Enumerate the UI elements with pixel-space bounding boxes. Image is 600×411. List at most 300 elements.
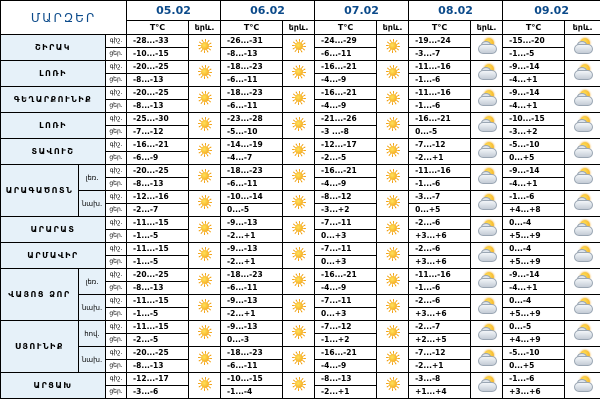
night-temperature: 0...-5 [503, 321, 565, 334]
weather-icon-cell [377, 269, 409, 295]
weather-icon-cell [377, 243, 409, 269]
phenomenon-column-header: երև. [471, 21, 503, 35]
day-label: ցեր. [106, 152, 127, 165]
day-temperature: -2...-5 [127, 334, 189, 347]
night-temperature: -20...-25 [127, 165, 189, 178]
day-label: ցեր. [106, 126, 127, 139]
night-label: գիշ. [106, 373, 127, 386]
partly-cloudy-icon [573, 376, 593, 392]
day-temperature: 0...-5 [221, 204, 283, 217]
partly-cloudy-icon [573, 272, 593, 288]
partly-cloudy-icon [573, 64, 593, 80]
day-temperature: -3...-7 [409, 48, 471, 61]
region-row-night [1, 373, 600, 386]
night-label: գիշ. [106, 295, 127, 308]
region-row-night [1, 35, 600, 48]
night-temperature: -15...-20 [503, 35, 565, 48]
partly-cloudy-icon [477, 142, 497, 158]
night-temperature: -3...-7 [409, 191, 471, 204]
weather-icon-cell [189, 113, 221, 139]
day-temperature: -2...+1 [409, 360, 471, 373]
day-temperature: -1...-6 [409, 74, 471, 87]
day-temperature: -6...-11 [221, 282, 283, 295]
night-temperature: -2...-7 [409, 321, 471, 334]
night-temperature: -7...-12 [409, 347, 471, 360]
night-temperature: -7...-11 [315, 295, 377, 308]
weather-icon-cell [377, 165, 409, 191]
sun-icon [385, 142, 401, 158]
day-temperature: -6...-11 [221, 100, 283, 113]
weather-icon-cell [377, 321, 409, 347]
day-temperature: -2...+1 [315, 386, 377, 399]
partly-cloudy-icon [477, 168, 497, 184]
day-temperature: -3...+2 [315, 204, 377, 217]
sun-icon [291, 64, 307, 80]
day-temperature: -1...-5 [503, 48, 565, 61]
sun-icon [385, 194, 401, 210]
night-temperature: 0...-4 [503, 295, 565, 308]
temperature-column-header: T°C [315, 21, 377, 35]
sun-icon [291, 116, 307, 132]
region-row-night [1, 87, 600, 100]
weather-icon-cell [377, 87, 409, 113]
day-label: ցեր. [106, 256, 127, 269]
day-temperature: -4...-9 [315, 282, 377, 295]
sun-icon [197, 64, 213, 80]
region-name: ՏԱՎՈՒՇ [1, 139, 106, 165]
region-name: ԱՐԱԳԱԾՈՏՆ [1, 165, 79, 217]
weather-icon-cell [471, 347, 503, 373]
subregion-label: նախ. [79, 191, 106, 217]
day-temperature: -4...+1 [503, 282, 565, 295]
day-temperature: -6...-11 [221, 178, 283, 191]
phenomenon-column-header: երև. [565, 21, 600, 35]
day-label: ցեր. [106, 308, 127, 321]
partly-cloudy-icon [573, 38, 593, 54]
sun-icon [197, 324, 213, 340]
sun-icon [385, 272, 401, 288]
partly-cloudy-icon [573, 246, 593, 262]
subregion-label: հով. [79, 321, 106, 347]
night-temperature: -8...-12 [315, 191, 377, 204]
day-temperature: -2...+1 [221, 256, 283, 269]
night-temperature: -12...-17 [315, 139, 377, 152]
weather-icon-cell [471, 373, 503, 399]
weather-icon-cell [471, 295, 503, 321]
day-header: 09.02 [503, 1, 600, 21]
weather-icon-cell [283, 191, 315, 217]
weather-icon-cell [283, 217, 315, 243]
night-temperature: -16...-21 [409, 113, 471, 126]
night-temperature: -2...-6 [409, 243, 471, 256]
partly-cloudy-icon [573, 194, 593, 210]
night-temperature: -9...-14 [503, 165, 565, 178]
weather-icon-cell [377, 139, 409, 165]
sun-icon [385, 350, 401, 366]
day-temperature: -2...+1 [409, 152, 471, 165]
weather-icon-cell [471, 321, 503, 347]
weather-icon-cell [471, 61, 503, 87]
day-temperature: -4...-9 [315, 100, 377, 113]
region-name: ՎԱՅՈՑ ՁՈՐ [1, 269, 79, 321]
sun-icon [197, 298, 213, 314]
night-temperature: -19...-24 [409, 35, 471, 48]
day-temperature: +4...+8 [503, 204, 565, 217]
day-temperature: -8...-13 [127, 100, 189, 113]
night-temperature: -18...-23 [221, 165, 283, 178]
night-temperature: -26...-31 [221, 35, 283, 48]
day-header: 08.02 [409, 1, 503, 21]
day-temperature: +3...+6 [409, 308, 471, 321]
night-label: գիշ. [106, 113, 127, 126]
night-label: գիշ. [106, 321, 127, 334]
day-temperature: +5...+9 [503, 308, 565, 321]
day-label: ցեր. [106, 282, 127, 295]
night-temperature: -10...-15 [503, 113, 565, 126]
night-temperature: -2...-6 [409, 295, 471, 308]
night-temperature: -25...-30 [127, 113, 189, 126]
weather-icon-cell [283, 321, 315, 347]
regions-header: ՄԱՐԶԵՐ [1, 1, 127, 35]
night-temperature: -10...-14 [221, 191, 283, 204]
partly-cloudy-icon [477, 64, 497, 80]
partly-cloudy-icon [573, 220, 593, 236]
night-temperature: -20...-25 [127, 87, 189, 100]
night-temperature: -14...-19 [221, 139, 283, 152]
day-temperature: -4...-7 [221, 152, 283, 165]
night-temperature: -10...-15 [221, 373, 283, 386]
weather-icon-cell [565, 269, 600, 295]
night-temperature: -1...-6 [503, 191, 565, 204]
region-row-night [1, 165, 600, 178]
night-temperature: -5...-10 [503, 139, 565, 152]
sun-icon [197, 350, 213, 366]
weather-icon-cell [377, 61, 409, 87]
day-temperature: 0...+5 [503, 360, 565, 373]
night-temperature: -21...-26 [315, 113, 377, 126]
region-row-night [1, 347, 600, 360]
partly-cloudy-icon [573, 142, 593, 158]
day-temperature: -8...-13 [127, 74, 189, 87]
night-label: գիշ. [106, 61, 127, 74]
night-temperature: -7...-11 [315, 243, 377, 256]
weather-icon-cell [189, 243, 221, 269]
weather-icon-cell [189, 165, 221, 191]
night-temperature: -5...-10 [503, 347, 565, 360]
day-temperature: -1...-4 [221, 386, 283, 399]
partly-cloudy-icon [477, 194, 497, 210]
sun-icon [197, 246, 213, 262]
night-label: գիշ. [106, 269, 127, 282]
weather-icon-cell [189, 321, 221, 347]
day-temperature: -1...-6 [409, 178, 471, 191]
day-temperature: -3...+2 [503, 126, 565, 139]
weather-icon-cell [471, 139, 503, 165]
night-temperature: -1...-6 [503, 373, 565, 386]
day-label: ցեր. [106, 334, 127, 347]
weather-icon-cell [283, 113, 315, 139]
region-row-night [1, 243, 600, 256]
weather-icon-cell [189, 61, 221, 87]
subregion-label: նախ. [79, 347, 106, 373]
region-name: ՍՅՈՒՆԻՔ [1, 321, 79, 373]
sun-icon [197, 220, 213, 236]
day-temperature: -1...-5 [127, 308, 189, 321]
region-row-night [1, 269, 600, 282]
sun-icon [197, 116, 213, 132]
sun-icon [385, 116, 401, 132]
sun-icon [291, 194, 307, 210]
day-label: ցեր. [106, 100, 127, 113]
partly-cloudy-icon [477, 220, 497, 236]
day-temperature: -6...-11 [221, 360, 283, 373]
night-temperature: -11...-16 [409, 269, 471, 282]
day-temperature: -1...-6 [409, 282, 471, 295]
sun-icon [291, 90, 307, 106]
weather-icon-cell [189, 139, 221, 165]
weather-icon-cell [189, 347, 221, 373]
day-temperature: -2...-7 [127, 204, 189, 217]
weather-icon-cell [283, 243, 315, 269]
partly-cloudy-icon [573, 168, 593, 184]
night-temperature: 0...-4 [503, 243, 565, 256]
weather-icon-cell [377, 295, 409, 321]
weather-icon-cell [189, 373, 221, 399]
night-temperature: -11...-16 [409, 61, 471, 74]
partly-cloudy-icon [477, 324, 497, 340]
day-label: ցեր. [106, 204, 127, 217]
subregion-label: լեռ. [79, 269, 106, 295]
night-temperature: -16...-21 [127, 139, 189, 152]
sun-icon [291, 142, 307, 158]
day-temperature: -2...+1 [221, 230, 283, 243]
partly-cloudy-icon [477, 350, 497, 366]
weather-icon-cell [565, 87, 600, 113]
weather-icon-cell [377, 113, 409, 139]
region-name: ԱՐԱՐԱՏ [1, 217, 106, 243]
region-row-night [1, 191, 600, 204]
day-label: ցեր. [106, 74, 127, 87]
night-temperature: -12...-16 [127, 191, 189, 204]
night-temperature: -16...-21 [315, 347, 377, 360]
phenomenon-column-header: երև. [283, 21, 315, 35]
day-temperature: +4...+9 [503, 334, 565, 347]
night-temperature: -7...-12 [409, 139, 471, 152]
sun-icon [291, 298, 307, 314]
weather-icon-cell [565, 295, 600, 321]
sun-icon [291, 272, 307, 288]
sun-icon [197, 168, 213, 184]
night-temperature: -9...-14 [503, 61, 565, 74]
night-temperature: -23...-28 [221, 113, 283, 126]
region-name: ԳԵՂԱՐՔՈՒՆԻՔ [1, 87, 106, 113]
weather-icon-cell [283, 139, 315, 165]
sun-icon [197, 38, 213, 54]
night-temperature: -11...-15 [127, 243, 189, 256]
phenomenon-column-header: երև. [189, 21, 221, 35]
day-temperature: -2...+1 [221, 308, 283, 321]
weather-icon-cell [471, 269, 503, 295]
weather-icon-cell [283, 295, 315, 321]
day-temperature: +5...+9 [503, 230, 565, 243]
weather-icon-cell [565, 61, 600, 87]
sun-icon [291, 246, 307, 262]
night-temperature: -18...-23 [221, 347, 283, 360]
night-temperature: -20...-25 [127, 61, 189, 74]
weather-icon-cell [565, 165, 600, 191]
day-temperature: -4...+1 [503, 74, 565, 87]
day-temperature: 0...+3 [315, 256, 377, 269]
region-name: ԱՐՄԱՎԻՐ [1, 243, 106, 269]
region-row-night [1, 295, 600, 308]
night-label: գիշ. [106, 139, 127, 152]
weather-icon-cell [283, 87, 315, 113]
temperature-column-header: T°C [409, 21, 471, 35]
weather-icon-cell [189, 87, 221, 113]
region-row-night [1, 321, 600, 334]
phenomenon-column-header: երև. [377, 21, 409, 35]
weather-icon-cell [471, 113, 503, 139]
weather-icon-cell [565, 373, 600, 399]
sun-icon [385, 376, 401, 392]
weather-icon-cell [283, 347, 315, 373]
weather-icon-cell [565, 321, 600, 347]
weather-icon-cell [471, 35, 503, 61]
day-temperature: +3...+6 [409, 256, 471, 269]
night-label: գիշ. [106, 217, 127, 230]
day-temperature: -1...-5 [127, 256, 189, 269]
night-temperature: -11...-16 [409, 87, 471, 100]
partly-cloudy-icon [477, 272, 497, 288]
weather-icon-cell [471, 87, 503, 113]
day-temperature: -10...-15 [127, 48, 189, 61]
day-temperature: -1...-5 [127, 230, 189, 243]
weather-icon-cell [565, 217, 600, 243]
day-temperature: +2...+5 [409, 334, 471, 347]
night-temperature: 0...-4 [503, 217, 565, 230]
weather-icon-cell [189, 217, 221, 243]
weather-icon-cell [377, 35, 409, 61]
weather-icon-cell [377, 347, 409, 373]
night-label: գիշ. [106, 165, 127, 178]
night-temperature: -28...-33 [127, 35, 189, 48]
sun-icon [291, 376, 307, 392]
night-temperature: -16...-21 [315, 87, 377, 100]
subregion-label: նախ. [79, 295, 106, 321]
sun-icon [385, 64, 401, 80]
sun-icon [385, 168, 401, 184]
day-temperature: -6...-11 [315, 48, 377, 61]
day-temperature: -4...-9 [315, 74, 377, 87]
partly-cloudy-icon [573, 90, 593, 106]
day-temperature: -4...+1 [503, 100, 565, 113]
partly-cloudy-icon [477, 38, 497, 54]
day-temperature: 0...-3 [221, 334, 283, 347]
sun-icon [197, 90, 213, 106]
day-header: 05.02 [127, 1, 221, 21]
region-row-night [1, 139, 600, 152]
day-temperature: +3...+6 [503, 386, 565, 399]
weather-icon-cell [471, 191, 503, 217]
weather-icon-cell [565, 113, 600, 139]
partly-cloudy-icon [477, 376, 497, 392]
day-label: ցեր. [106, 48, 127, 61]
night-label: գիշ. [106, 35, 127, 48]
night-temperature: -11...-16 [409, 165, 471, 178]
weather-icon-cell [283, 35, 315, 61]
subregion-label: լեռ. [79, 165, 106, 191]
day-temperature: -8...-13 [127, 178, 189, 191]
night-temperature: -11...-15 [127, 217, 189, 230]
night-temperature: -9...-13 [221, 217, 283, 230]
partly-cloudy-icon [573, 350, 593, 366]
weather-icon-cell [189, 191, 221, 217]
region-name: ԱՐՑԱԽ [1, 373, 106, 399]
partly-cloudy-icon [477, 90, 497, 106]
temperature-column-header: T°C [127, 21, 189, 35]
sun-icon [385, 38, 401, 54]
sun-icon [291, 38, 307, 54]
day-temperature: -4...-9 [315, 360, 377, 373]
weather-icon-cell [471, 165, 503, 191]
night-temperature: -9...-13 [221, 243, 283, 256]
night-temperature: -9...-13 [221, 321, 283, 334]
weather-icon-cell [377, 191, 409, 217]
weather-icon-cell [565, 243, 600, 269]
day-label: ցեր. [106, 386, 127, 399]
weather-icon-cell [565, 347, 600, 373]
night-temperature: -16...-21 [315, 269, 377, 282]
night-temperature: -24...-29 [315, 35, 377, 48]
partly-cloudy-icon [573, 298, 593, 314]
partly-cloudy-icon [477, 246, 497, 262]
day-temperature: -5...-10 [221, 126, 283, 139]
night-temperature: -9...-14 [503, 87, 565, 100]
region-row-night [1, 217, 600, 230]
night-label: գիշ. [106, 243, 127, 256]
day-temperature: -3...-6 [127, 386, 189, 399]
sun-icon [385, 90, 401, 106]
night-temperature: -18...-23 [221, 269, 283, 282]
sun-icon [385, 220, 401, 236]
region-name: ՇԻՐԱԿ [1, 35, 106, 61]
night-temperature: -9...-14 [503, 269, 565, 282]
day-temperature: -4...+1 [503, 178, 565, 191]
day-label: ցեր. [106, 178, 127, 191]
partly-cloudy-icon [573, 116, 593, 132]
day-temperature: 0...-5 [409, 126, 471, 139]
weather-icon-cell [471, 243, 503, 269]
night-temperature: -8...-13 [315, 373, 377, 386]
night-temperature: -18...-23 [221, 61, 283, 74]
sun-icon [197, 142, 213, 158]
night-temperature: -20...-25 [127, 269, 189, 282]
day-label: ցեր. [106, 360, 127, 373]
weather-icon-cell [565, 191, 600, 217]
day-temperature: -3 ...-8 [315, 126, 377, 139]
weather-icon-cell [377, 373, 409, 399]
region-name: ԼՈՌԻ [1, 113, 106, 139]
day-temperature: +3...+6 [409, 230, 471, 243]
day-temperature: -2...-5 [315, 152, 377, 165]
region-row-night [1, 113, 600, 126]
weather-icon-cell [565, 139, 600, 165]
night-label: գիշ. [106, 191, 127, 204]
weather-icon-cell [189, 269, 221, 295]
night-label: գիշ. [106, 347, 127, 360]
day-label: ցեր. [106, 230, 127, 243]
weather-icon-cell [283, 373, 315, 399]
